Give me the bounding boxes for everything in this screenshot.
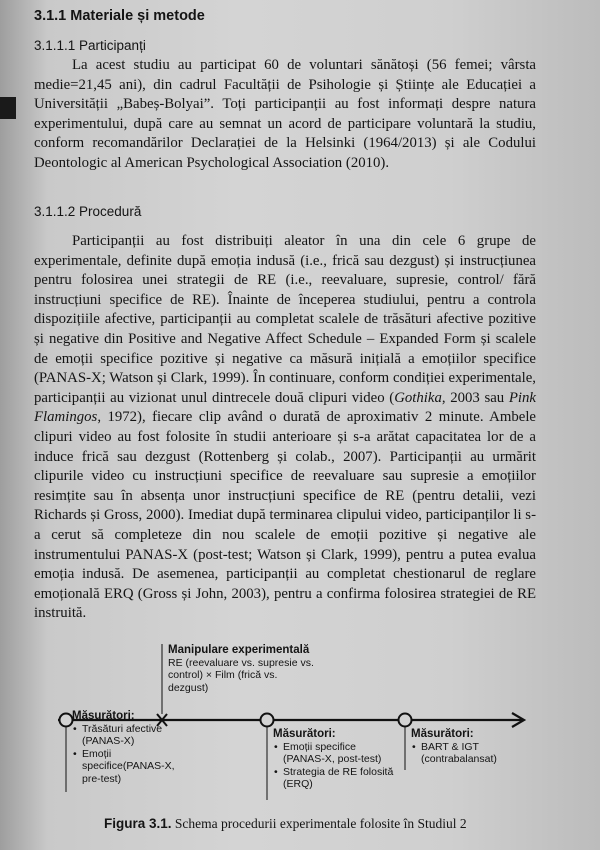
m2-title: Măsurători: — [273, 728, 336, 740]
m1-title: Măsurători: — [72, 710, 135, 722]
caption-text: Schema procedurii experimentale folosite în Studiul 2 — [174, 816, 467, 831]
procedure-text-part1: Participanții au fost distribuiți aleator în una din cele 6 grupe de experimentale, definite după emoția indusă (i.e., frică sau dezgust) și instrucțiunea pentru folosirea unei strategii de RE (i.e., reevaluare, supresie, control/ fără instrucțiuni specifice de RE). Înainte de începerea studiului, pentru a controla dispozițiile afective, participanții au completat scalele de trăsături afective pozitive și negative din Positive and Negative Affect Schedule – Expanded Form și scalele de emoții specifice pozitive și negative ca măsură inițială a emoțiilor specifice (PANAS-X; Watson și Clark, 1999). În continuare, conform condiției experimentale, participanții au vizionat unul dintrecele două clipuri video ( — [34, 233, 536, 406]
timeline-node-2 — [261, 714, 274, 727]
procedure-text-part2: , 2003 sau — [441, 389, 509, 406]
subsection-heading-procedure: 3.1.1.2 Procedură — [34, 204, 142, 219]
subsection-heading-participants: 3.1.1.1 Participanți — [34, 38, 146, 53]
m1-item-1: • Trăsături afective (PANAS-X) — [82, 723, 182, 748]
timeline-node-1 — [60, 714, 73, 727]
manipulation-text: RE (reevaluare vs. supresie vs. control) × Film (frică vs. dezgust) — [168, 656, 314, 694]
m2-list — [273, 741, 398, 791]
paragraph-procedure — [34, 232, 536, 624]
film-title-gothika: Gothika — [394, 389, 442, 406]
film-title-pink-flamingos: Pink Flamingos — [34, 389, 536, 426]
caption-label: Figura 3.1. — [104, 816, 172, 831]
procedure-text-part3: , 1972), fiecare clip având o durată de aproximativ 2 minute. Ambele clipuri video au fost folosite în studii anterioare și s-a arătat capacitatea lor de a induce frică sau dezgust (Rottenberg și colab., 2007). Participanții au urmărit clipurile video cu instrucțiuni specifice de reevaluare sau supresie a emoțiilor resimțite sau în absența unor instrucțiuni specifice de RE (pentru detalii, vezi Richards și Gross, 2000). Imediat după terminarea clipului video, participanților li s-a cerut să completeze din nou scalele de emoții pozitive și negative ale instrumentului PANAS-X (post-test; Watson și Clark, 1999), pentru a putea evalua emoția indusă. De asemenea, participanții au completat chestionarul de reglare emoțională ERQ (Gross și John, 2003), pentru a confirma folosirea strategiei de RE instruită. — [34, 409, 536, 622]
m2-item-1: • Emoții specifice (PANAS-X, post-test) — [283, 741, 398, 766]
m1-item-2: • Emoții specifice(PANAS-X, pre-test) — [82, 748, 182, 786]
manipulation-title: Manipulare experimentală — [168, 644, 310, 656]
paragraph-participants: La acest studiu au participat 60 de voluntari sănătoși (56 femei; vârsta medie=21,45 ani), din cadrul Facultății de Psihologie și Științe ale Educației a Universității „Babeș-Bolyai”. Toți participanții au fost informați despre natura experimentului, după care au semnat un acord de participare voluntară la studiu, conform recomandărilor Declarației de la Helsinki (1964/2013) și ale Codului Deontologic al American Psychological Association (2010). — [34, 57, 536, 171]
procedure-diagram — [0, 640, 600, 840]
m1-list — [72, 723, 182, 786]
manipulation-box — [168, 644, 318, 694]
m2-item-2: • Strategia de RE folosită (ERQ) — [283, 766, 398, 791]
measurements-box-3 — [411, 728, 526, 766]
figure-caption — [104, 816, 467, 832]
m3-list — [411, 741, 526, 766]
section-heading: 3.1.1 Materiale și metode — [34, 8, 205, 24]
margin-marker — [0, 97, 16, 119]
m3-item-1: • BART & IGT (contrabalansat) — [421, 741, 526, 766]
measurements-box-1 — [72, 710, 182, 785]
m3-title: Măsurători: — [411, 728, 474, 740]
timeline-node-3 — [399, 714, 412, 727]
measurements-box-2 — [273, 728, 398, 791]
